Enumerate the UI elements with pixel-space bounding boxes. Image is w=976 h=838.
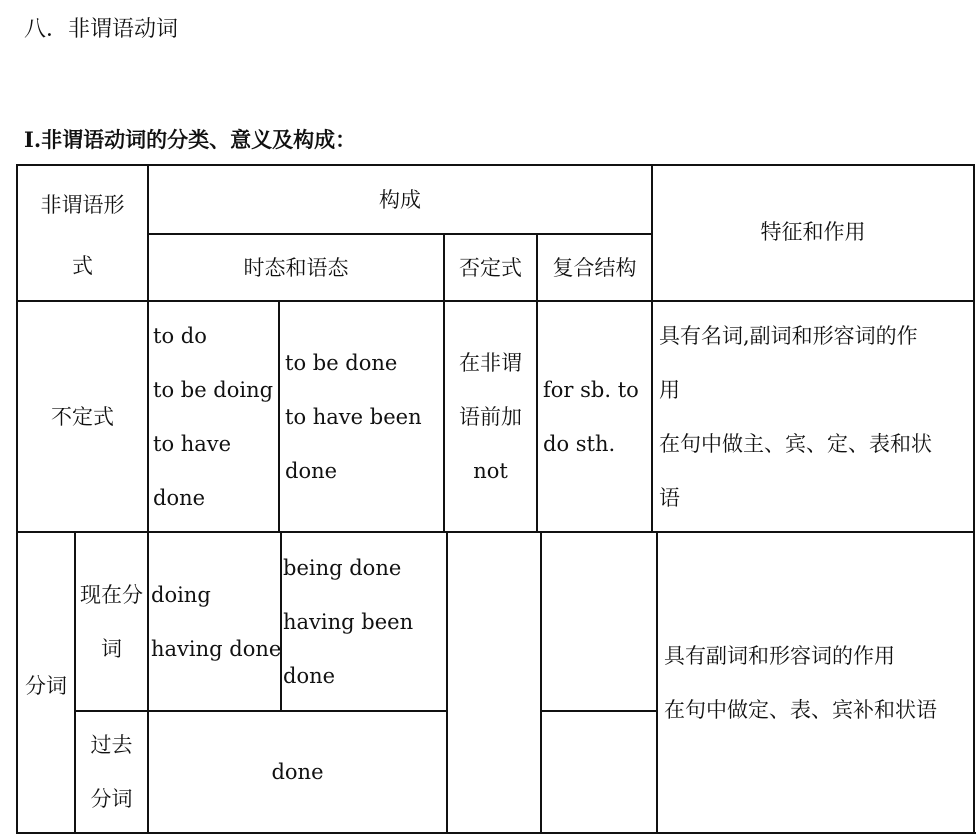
infinitive-compound-2: do sth.: [543, 431, 616, 456]
infinitive-passive-3: done: [285, 458, 338, 483]
present-participle-passive-cell: [283, 533, 445, 710]
infinitive-passive-1: to be done: [285, 350, 398, 375]
header-tense-voice-label: 时态和语态: [243, 255, 349, 280]
present-participle-name-2: 词: [101, 636, 122, 661]
infinitive-active-2: to be doing: [153, 377, 274, 402]
infinitive-active-1: to do: [153, 323, 207, 348]
past-participle-name-2: 分词: [90, 787, 133, 811]
infinitive-name: 不定式: [51, 404, 114, 429]
present-participle-name-cell: [76, 533, 147, 710]
infinitive-active-3: to have: [153, 431, 232, 456]
infinitive-negative-3: not: [473, 458, 508, 483]
section-title: I.非谓语动词的分类、意义及构成：: [24, 127, 357, 152]
participle-features-cell: [664, 533, 973, 832]
participle-features-1: 具有副词和形容词的作用: [664, 643, 895, 668]
header-form: [18, 166, 147, 300]
header-form-line2: 式: [72, 254, 93, 278]
infinitive-negative-cell: [445, 302, 536, 531]
participle-name: 分词: [25, 673, 67, 698]
participle-name-cell: [18, 533, 74, 832]
header-tense-voice: [149, 235, 443, 300]
infinitive-features-cell: [659, 302, 973, 531]
infinitive-negative-1: 在非谓: [459, 350, 522, 375]
header-compound: [538, 235, 651, 300]
present-participle-passive-1: being done: [283, 555, 402, 580]
header-compound-label: 复合结构: [552, 255, 637, 280]
header-negative: [445, 235, 536, 300]
past-participle-name-1: 过去: [90, 733, 133, 757]
present-participle-active-1: doing: [151, 582, 211, 607]
infinitive-name-cell: [18, 302, 147, 531]
infinitive-passive-2: to have been: [285, 404, 422, 429]
header-features-label: 特征和作用: [760, 219, 866, 244]
present-participle-passive-3: done: [283, 663, 336, 688]
present-participle-name-1: 现在分: [80, 582, 143, 607]
infinitive-features-3: 在句中做主、宾、定、表和状: [659, 431, 932, 456]
header-composition: [149, 166, 651, 233]
present-participle-passive-2: having been: [283, 609, 414, 634]
past-participle-forms-cell: [149, 712, 446, 832]
header-composition-label: 构成: [379, 187, 421, 212]
past-participle-name-cell: [76, 712, 147, 832]
infinitive-active-cell: [153, 302, 277, 531]
infinitive-features-2: 用: [659, 377, 680, 402]
present-participle-active-2: having done: [151, 636, 282, 661]
participle-features-2: 在句中做定、表、宾补和状语: [664, 697, 937, 722]
infinitive-features-4: 语: [659, 485, 680, 510]
page-title: 八．非谓语动词: [24, 17, 179, 42]
past-participle-forms: done: [271, 760, 324, 784]
infinitive-compound-cell: [543, 302, 651, 531]
infinitive-features-1: 具有名词,副词和形容词的作: [659, 323, 918, 348]
header-features: [653, 166, 973, 300]
infinitive-negative-2: 语前加: [459, 404, 522, 429]
header-negative-label: 否定式: [459, 255, 522, 280]
infinitive-compound-1: for sb. to: [543, 377, 639, 402]
infinitive-active-4: done: [153, 485, 206, 510]
header-form-line1: 非谓语形: [40, 193, 125, 217]
infinitive-passive-cell: [285, 302, 442, 531]
present-participle-active-cell: [151, 533, 280, 710]
